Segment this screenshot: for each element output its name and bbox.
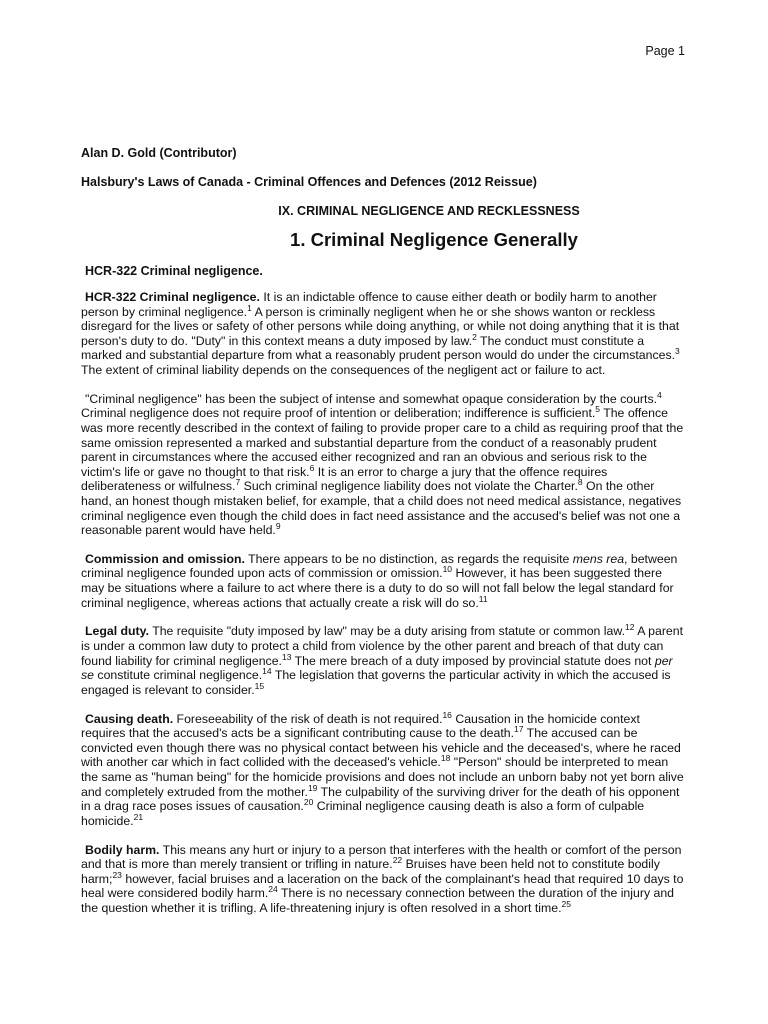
footnote-ref[interactable]: 17 bbox=[514, 724, 524, 735]
paragraph-criminal-negligence bbox=[81, 290, 687, 378]
footnote-ref[interactable]: 22 bbox=[392, 855, 403, 866]
text-run: "Person" should be interpreted to mean the same as "human being" for the homicide provisions and does not include an unborn baby not yet born alive and completely extruded from the mother. bbox=[81, 755, 684, 799]
footnote-ref[interactable]: 6 bbox=[309, 462, 315, 473]
author-line: Alan D. Gold (Contributor) bbox=[81, 146, 237, 160]
footnote-ref[interactable]: 20 bbox=[303, 797, 314, 808]
text-run: There is no necessary connection between the duration of the injury and the question whether it is trifling. A life-threatening injury is often resolved in a short time. bbox=[81, 886, 675, 915]
footnote-ref[interactable]: 10 bbox=[442, 564, 453, 575]
text-run: The conduct must constitute a marked and substantial departure from what a reasonably prudent person would do under the circumstances. bbox=[81, 333, 676, 363]
paragraph-lead: HCR-322 Criminal negligence. bbox=[85, 290, 260, 304]
text-run: The offence was more recently described in the context of failing to provide proper care to a child as requiring proof that the same omission represented a marked and substantial departure from the conduct of a reasonably prudent parent in circumstances where the accused either recognized and ran an obvious and serious risk to the victim's life or gave no thought to that risk. bbox=[81, 406, 684, 479]
text-run: The requisite "duty imposed by law" may be a duty arising from statute or common law. bbox=[149, 624, 625, 639]
text-run: Such criminal negligence liability does not violate the Charter. bbox=[240, 479, 578, 494]
footnote-ref[interactable]: 15 bbox=[254, 680, 265, 691]
footnote-ref[interactable]: 16 bbox=[442, 709, 452, 720]
text-run: Foreseeability of the risk of death is not required. bbox=[173, 711, 443, 726]
text-run: however, facial bruises and a laceration on the back of the complainant's head that required 10 days to heal were considered bodily harm. bbox=[81, 871, 684, 901]
section-title: 1. Criminal Negligence Generally bbox=[290, 229, 578, 250]
text-run: A person is criminally negligent when he or she shows wanton or reckless disregard for the lives or safety of other persons while doing anything, or while not doing anything that it is that person's duty to do. "Duty" in this context means a duty imposed by law. bbox=[81, 304, 680, 348]
footnote-ref[interactable]: 7 bbox=[235, 477, 241, 488]
paragraph-lead: Bodily harm. bbox=[85, 842, 160, 857]
text-run: constitute criminal negligence. bbox=[94, 668, 263, 683]
footnote-ref[interactable]: 19 bbox=[307, 782, 318, 793]
paragraph-lead: Commission and omission. bbox=[85, 551, 245, 566]
footnote-ref[interactable]: 4 bbox=[657, 389, 662, 400]
paragraph-bodily-harm bbox=[81, 843, 687, 916]
footnote-ref[interactable]: 2 bbox=[472, 331, 477, 342]
footnote-ref[interactable]: 9 bbox=[275, 521, 281, 532]
footnote-ref[interactable]: 13 bbox=[281, 651, 292, 662]
text-run: Causation in the homicide context requires that the accused's acts be a significant contributing cause to the death. bbox=[81, 711, 640, 741]
footnote-ref[interactable]: 11 bbox=[478, 593, 488, 604]
paragraph-lead: Causing death. bbox=[85, 711, 174, 726]
footnote-ref[interactable]: 18 bbox=[440, 753, 451, 764]
text-run: However, it has been suggested there may be situations where a failure to act where there is a duty to do so will not fall below the legal standard for criminal negligence, whereas actions that actually create a risk will do so. bbox=[81, 566, 674, 610]
paragraph-lead: Legal duty. bbox=[85, 624, 149, 639]
footnote-ref[interactable]: 1 bbox=[247, 302, 252, 313]
text-run: The extent of criminal liability depends on the consequences of the negligent act or failure to act. bbox=[81, 362, 606, 377]
text-run: It is an error to charge a jury that the offence requires deliberateness or wilfulness. bbox=[81, 464, 608, 494]
text-run: The mere breach of a duty imposed by provincial statute does not bbox=[291, 653, 655, 668]
text-run: Criminal negligence does not require proof of intention or deliberation; indifference is sufficient. bbox=[81, 406, 596, 421]
text-run: The accused can be convicted even though there was no physical contact between his vehicle and the deceased's, where he raced with another car which in fact collided with the deceased's vehicle. bbox=[81, 726, 681, 770]
footnote-ref[interactable]: 23 bbox=[112, 869, 122, 880]
text-run: Criminal negligence causing death is also a form of culpable homicide. bbox=[81, 799, 645, 828]
text-run: It is an indictable offence to cause either death or bodily harm to another person by criminal negligence. bbox=[81, 290, 657, 319]
text-run: This means any hurt or injury to a person that interferes with the health or comfort of the person and that is more than merely transient or trifling in nature. bbox=[81, 842, 682, 872]
footnote-ref[interactable]: 14 bbox=[262, 666, 272, 677]
text-run: The legislation that governs the particular activity in which the accused is engaged is relevant to consider. bbox=[81, 668, 671, 697]
text-run: A parent is under a common law duty to protect a child from violence by the other parent and breach of that duty can found liability for criminal negligence. bbox=[81, 624, 684, 668]
text-run: "Criminal negligence" has been the subject of intense and somewhat opaque consideration by the courts. bbox=[85, 391, 658, 406]
paragraph-causing-death bbox=[81, 709, 687, 829]
footnote-ref[interactable]: 3 bbox=[675, 346, 680, 357]
paragraph-definition bbox=[81, 389, 687, 538]
text-run: Bruises have been held not to constitute bodily harm; bbox=[81, 857, 660, 886]
text-run: The culpability of the surviving driver for the death of his opponent in a drag race poses issues of causation. bbox=[81, 784, 680, 814]
text-run: There appears to be no distinction, as regards the requisite bbox=[244, 551, 573, 566]
footnote-ref[interactable]: 25 bbox=[561, 898, 571, 909]
text-run: , between criminal negligence founded upon acts of commission or omission. bbox=[81, 551, 678, 581]
paragraph-commission-omission bbox=[81, 552, 687, 610]
italic-term: mens rea bbox=[572, 551, 625, 566]
footnote-ref[interactable]: 24 bbox=[268, 884, 278, 895]
footnote-ref[interactable]: 21 bbox=[133, 811, 144, 822]
footnote-ref[interactable]: 5 bbox=[595, 404, 601, 415]
paragraph-legal-duty bbox=[81, 624, 687, 697]
footnote-ref[interactable]: 12 bbox=[625, 622, 635, 633]
part-title: IX. CRIMINAL NEGLIGENCE AND RECKLESSNESS bbox=[278, 204, 580, 218]
footnote-ref[interactable]: 8 bbox=[577, 477, 583, 488]
page-number: Page 1 bbox=[645, 44, 685, 58]
section-subheading: HCR-322 Criminal negligence. bbox=[85, 264, 263, 278]
text-run: On the other hand, an honest though mistaken belief, for example, that a child does not need medical assistance, negatives criminal negligence even though the child does in fact need assistance and the accused's belief was not one a reasonable parent would have held. bbox=[81, 479, 682, 538]
book-title: Halsbury's Laws of Canada - Criminal Offences and Defences (2012 Reissue) bbox=[81, 175, 537, 189]
body-text bbox=[81, 290, 687, 930]
italic-term: per se bbox=[81, 653, 673, 683]
